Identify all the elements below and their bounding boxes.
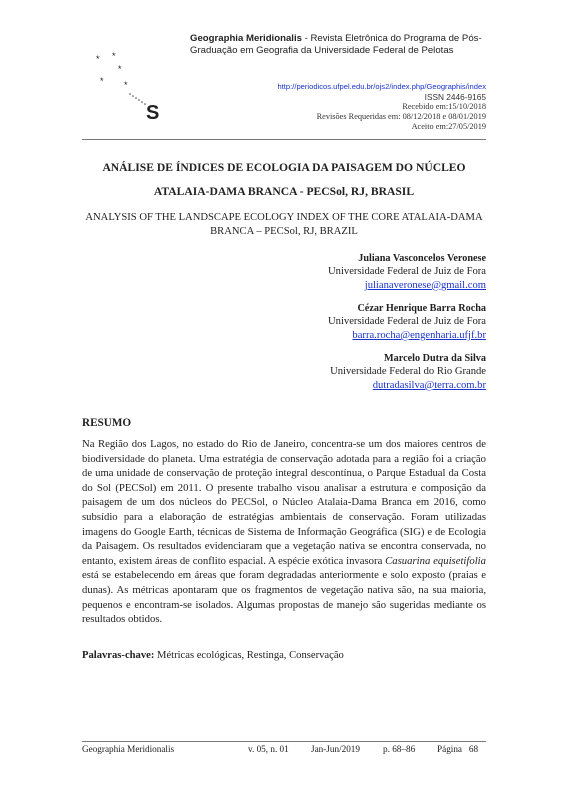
footer-page-number: Página 68 [437,744,479,754]
revisions-date: Revisões Requeridas em: 08/12/2018 e 08/01/2019 [316,112,486,121]
author-email-link[interactable]: dutradasilva@terra.com.br [372,379,486,391]
author-email-link[interactable]: barra.rocha@engenharia.ufjf.br [352,329,486,341]
keywords-label: Palavras-chave: [82,650,155,661]
author-block [328,252,486,292]
journal-desc: - Revista Eletrônica do Programa de Pós-Graduação em Geografia da Universidade Federal de Pelotas [190,33,482,57]
footer-volume: v. 05, n. 01 [248,744,289,754]
svg-text:*: * [118,64,122,74]
svg-text:*: * [100,76,104,86]
svg-text:*: * [112,51,116,61]
logo-stars [96,51,128,90]
author-name: Cézar Henrique Barra Rocha [357,303,486,314]
issn: ISSN 2446-9165 [424,92,486,102]
abstract-text: Na Região dos Lagos, no estado do Rio de Janeiro, concentra-se um dos maiores centros de biodiversidade do planeta. Uma estratégia de conservação adotada para a região foi a criação de uma unidade de conservação de proteção integral descontínua, o Parque Estadual da Costa do Sol (PECSol) em 2011. O presente trabalho visou analisar a estrutura e composição da paisagem de um dos núcleos do PECSol, o Núcleo Atalaia-Dama Branca em 2016, como subsídio para a elaboração de estratégias ambientais de conservação. Foram utilizadas imagens do Google Earth, técnicas de Sistema de Informação Geográfica (SIG) e de Ecologia da Paisagem. Os resultados evidenciaram que a vegetação nativa se encontra conservada, no entanto, existem áreas de conflito espacial. A espécie exótica invasora [82,438,486,567]
accepted-date: Aceito em:27/05/2019 [411,122,486,131]
journal-url-link[interactable]: http://periodicos.ufpel.edu.br/ojs2/index.php/Geographis/index [277,82,486,91]
svg-text:*: * [124,80,128,90]
title-english: ANALYSIS OF THE LANDSCAPE ECOLOGY INDEX OF THE CORE ATALAIA-DAMA BRANCA – PECSol, RJ, BRAZIL [85,212,483,237]
received-date: Recebido em:15/10/2018 [402,102,486,111]
keywords [82,650,486,661]
logo-dots [129,93,146,105]
keywords-text: Métricas ecológicas, Restinga, Conservação [154,650,344,661]
author-affiliation: Universidade Federal de Juiz de Fora [328,266,486,278]
journal-name: Geographia Meridionalis [190,33,302,44]
footer-pages: p. 68–86 [383,744,416,754]
footer-journal: Geographia Meridionalis [82,744,175,754]
abstract-body [82,437,486,627]
author-name: Juliana Vasconcelos Veronese [358,253,486,264]
journal-description [190,33,490,58]
author-affiliation: Universidade Federal de Juiz de Fora [328,316,486,328]
journal-logo [86,48,166,120]
abstract-heading: RESUMO [82,417,132,429]
header-divider [82,139,486,140]
author-affiliation: Universidade Federal do Rio Grande [330,366,486,378]
footer-period: Jan-Jun/2019 [311,744,360,754]
logo-letter: S [146,102,160,120]
svg-text:*: * [96,54,100,64]
title-portuguese: ANÁLISE DE ÍNDICES DE ECOLOGIA DA PAISAGEM DO NÚCLEO ATALAIA-DAMA BRANCA - PECSol, RJ, BRASIL [102,161,466,198]
author-name: Marcelo Dutra da Silva [384,353,486,364]
author-block [328,302,486,342]
author-email-link[interactable]: julianaveronese@gmail.com [364,279,486,291]
abstract-text: está se estabelecendo em áreas que foram degradadas anteriormente e solo exposto (praias e dunas). As métricas apontaram que os fragmentos de vegetação nativa são, na sua maioria, pequenos e encontram-se isolados. Algumas propostas de manejo são sugeridas mediante os resultados obtidos. [82,569,486,626]
species-name: Casuarina equisetifolia [385,554,486,567]
author-block [330,352,486,392]
footer-divider [82,741,486,742]
submission-meta [277,82,486,132]
